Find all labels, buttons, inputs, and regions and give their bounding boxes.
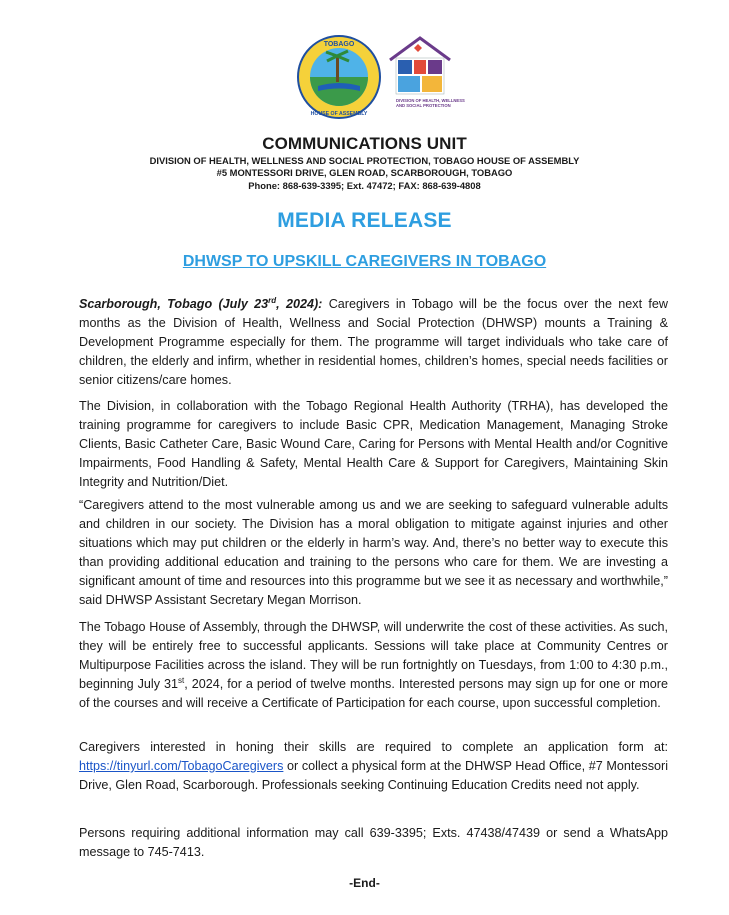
paragraph-5-text-end: or collect a physical form at the DHWSP Head Office, #7 Montessori Drive, Glen Road, Scarborough. Professionals seeking Continuing Education Credits need not apply. — [79, 759, 668, 792]
paragraph-2: The Division, in collaboration with the Tobago Regional Health Authority (TRHA), has developed the training programme for caregivers to include Basic CPR, Medication Management, Managing Stroke Clients, Basic Catheter Care, Basic Wound Care, Caring for Persons with Mental Health and/or Cognitive Impairments, Food Handling & Safety, Mental Health Care & Support for Caregivers, Maintaining Skin Integrity and Nutrition/Diet. — [79, 399, 668, 489]
paragraph-6: Persons requiring additional information may call 639-3395; Exts. 47438/47439 or send a WhatsApp message to 745-7413. — [79, 826, 668, 859]
dateline-text: Scarborough, Tobago (July 23 — [79, 297, 269, 311]
paragraph-5-text: Caregivers interested in honing their skills are required to complete an application form at: — [79, 740, 668, 754]
communications-unit-title: COMMUNICATIONS UNIT — [262, 134, 467, 153]
media-release-label: MEDIA RELEASE — [277, 209, 452, 232]
tha-logo-text-top: TOBAGO — [323, 41, 355, 48]
paragraph-1 — [79, 295, 668, 390]
dateline-superscript: rd — [268, 295, 277, 305]
dateline-year: , 2024): — [276, 297, 323, 311]
paragraph-4-text: The Tobago House of Assembly, through the DHWSP, will underwrite the cost of these activities. As such, they will be entirely free to successful applicants. Sessions will take place at Community Centres or Multipurpose Facilities across the island. They will be run fortnightly on Tuesdays, from 1:00 to 4:30 p.m., beginning July 31 — [79, 620, 668, 691]
paragraph-4-text-end: , 2024, for a period of twelve months. Interested persons may sign up for one or more of the courses and will receive a Certificate of Participation for each course, upon successful completion. — [79, 677, 668, 710]
dateline — [79, 297, 322, 311]
tha-logo-text-bottom: HOUSE OF ASSEMBLY — [310, 111, 368, 117]
release-headline: DHWSP TO UPSKILL CAREGIVERS IN TOBAGO — [182, 253, 547, 270]
tobago-house-of-assembly-logo — [296, 34, 382, 120]
paragraph-1-text: Caregivers in Tobago will be the focus over the next few months as the Division of Health, Wellness and Social Protection (DHWSP) mounts a Training & Development Programme especially for them. The programme will target individuals who take care of children, the elderly and infirm, whether in residential homes, children’s homes, special needs facilities or senior citizens/care homes. — [79, 297, 668, 387]
paragraph-3-quote: “Caregivers attend to the most vulnerable among us and we are seeking to safeguard vulnerable adults and children in our society. The Division has a moral obligation to mitigate against injuries and other situations which may put children or the elderly in harm’s way. And, there’s no better way to execute this than providing additional education and training to the persons who care for them. We are investing a significant amount of time and resources into this programme but we see it as necessary and worthwhile,” said DHWSP Assistant Secretary Megan Morrison. — [79, 498, 668, 607]
application-form-link[interactable]: https://tinyurl.com/TobagoCaregivers — [79, 759, 284, 773]
contact-phone: Phone: 868-639-3395; Ext. 47472; FAX: 868-639-4808 — [248, 180, 481, 191]
paragraph-5 — [79, 738, 668, 795]
office-address: #5 MONTESSORI DRIVE, GLEN ROAD, SCARBOROUGH, TOBAGO — [216, 167, 513, 178]
dhwsp-logo-caption: DIVISION OF HEALTH, WELLNESS AND SOCIAL PROTECTION — [396, 98, 465, 109]
paragraph-4 — [79, 618, 668, 713]
end-marker: -End- — [349, 876, 380, 890]
division-name: DIVISION OF HEALTH, WELLNESS AND SOCIAL PROTECTION, TOBAGO HOUSE OF ASSEMBLY — [149, 155, 580, 166]
paragraph-4-superscript: st — [178, 675, 185, 685]
logo-bar — [0, 34, 729, 122]
